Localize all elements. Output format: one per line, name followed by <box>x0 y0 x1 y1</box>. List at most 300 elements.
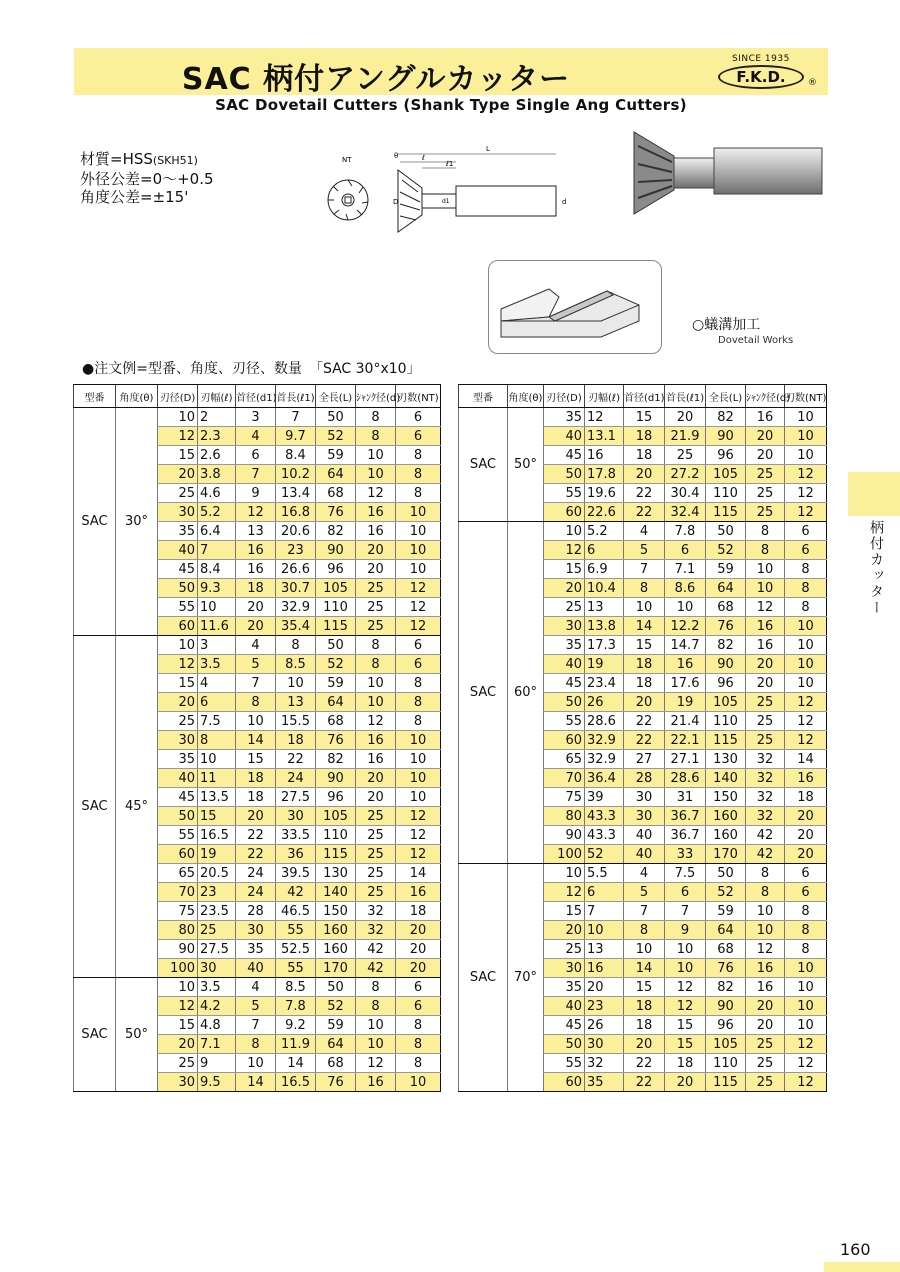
value-cell: 16 <box>746 617 785 636</box>
column-header: 刃幅(ℓ) <box>198 385 236 408</box>
value-cell: 12.2 <box>665 617 706 636</box>
value-cell: 12 <box>785 503 827 522</box>
value-cell: 16 <box>236 541 276 560</box>
value-cell: 15 <box>236 750 276 769</box>
value-cell: 18 <box>785 788 827 807</box>
value-cell: 36.7 <box>665 826 706 845</box>
value-cell: 30 <box>276 807 316 826</box>
value-cell: 22.6 <box>585 503 624 522</box>
value-cell: 10 <box>356 693 396 712</box>
value-cell: 90 <box>158 940 198 959</box>
value-cell: 46.5 <box>276 902 316 921</box>
value-cell: 110 <box>706 1054 746 1073</box>
value-cell: 6 <box>396 408 441 427</box>
value-cell: 2.3 <box>198 427 236 446</box>
value-cell: 32 <box>356 921 396 940</box>
value-cell: 27.1 <box>665 750 706 769</box>
value-cell: 23 <box>585 997 624 1016</box>
value-cell: 24 <box>276 769 316 788</box>
value-cell: 50 <box>544 693 585 712</box>
value-cell: 7 <box>276 408 316 427</box>
value-cell: 25 <box>746 1073 785 1092</box>
value-cell: 45 <box>544 1016 585 1035</box>
value-cell: 20 <box>665 1073 706 1092</box>
table-header <box>459 385 827 408</box>
value-cell: 18 <box>624 427 665 446</box>
value-cell: 18 <box>624 674 665 693</box>
value-cell: 60 <box>158 617 198 636</box>
value-cell: 42 <box>276 883 316 902</box>
value-cell: 30 <box>624 807 665 826</box>
value-cell: 82 <box>706 978 746 997</box>
value-cell: 5.2 <box>585 522 624 541</box>
value-cell: 12 <box>785 712 827 731</box>
value-cell: 16 <box>356 731 396 750</box>
value-cell: 68 <box>316 484 356 503</box>
value-cell: 10 <box>785 408 827 427</box>
value-cell: 12 <box>158 997 198 1016</box>
value-cell: 2 <box>198 408 236 427</box>
value-cell: 5 <box>624 541 665 560</box>
value-cell: 17.3 <box>585 636 624 655</box>
value-cell: 12 <box>785 693 827 712</box>
value-cell: 105 <box>706 465 746 484</box>
value-cell: 32 <box>746 788 785 807</box>
value-cell: 8.5 <box>276 978 316 997</box>
value-cell: 68 <box>706 940 746 959</box>
value-cell: 110 <box>316 826 356 845</box>
column-header: 首長(ℓ1) <box>276 385 316 408</box>
value-cell: 30 <box>236 921 276 940</box>
value-cell: 8 <box>746 883 785 902</box>
value-cell: 55 <box>544 712 585 731</box>
column-header: 首長(ℓ1) <box>665 385 706 408</box>
table-row <box>459 522 827 541</box>
value-cell: 10 <box>624 598 665 617</box>
value-cell: 160 <box>316 921 356 940</box>
title-bar <box>74 48 828 95</box>
value-cell: 15.5 <box>276 712 316 731</box>
value-cell: 25 <box>746 1035 785 1054</box>
value-cell: 6 <box>198 693 236 712</box>
value-cell: 5 <box>236 997 276 1016</box>
value-cell: 30 <box>158 731 198 750</box>
value-cell: 10 <box>356 1016 396 1035</box>
value-cell: 12 <box>785 731 827 750</box>
value-cell: 20 <box>356 541 396 560</box>
value-cell: 8 <box>236 693 276 712</box>
value-cell: 25 <box>746 712 785 731</box>
value-cell: 6 <box>785 522 827 541</box>
value-cell: 55 <box>158 598 198 617</box>
value-cell: 16 <box>746 636 785 655</box>
dovetail-shape <box>489 261 661 353</box>
value-cell: 14 <box>236 1073 276 1092</box>
value-cell: 10 <box>785 1016 827 1035</box>
value-cell: 42 <box>746 826 785 845</box>
value-cell: 170 <box>706 845 746 864</box>
value-cell: 25 <box>665 446 706 465</box>
value-cell: 20 <box>785 826 827 845</box>
value-cell: 11 <box>198 769 236 788</box>
value-cell: 25 <box>356 883 396 902</box>
value-cell: 15 <box>198 807 236 826</box>
value-cell: 8 <box>396 693 441 712</box>
value-cell: 22 <box>624 712 665 731</box>
value-cell: 11.9 <box>276 1035 316 1054</box>
angle-cell: 50° <box>116 978 158 1092</box>
value-cell: 10 <box>785 446 827 465</box>
value-cell: 14 <box>624 959 665 978</box>
value-cell: 8 <box>356 408 396 427</box>
value-cell: 10 <box>624 940 665 959</box>
value-cell: 20 <box>746 427 785 446</box>
value-cell: 16.5 <box>276 1073 316 1092</box>
value-cell: 18 <box>624 446 665 465</box>
value-cell: 50 <box>158 807 198 826</box>
value-cell: 15 <box>665 1016 706 1035</box>
value-cell: 55 <box>276 959 316 978</box>
label-ell1: ℓ1 <box>446 160 454 168</box>
value-cell: 10 <box>746 560 785 579</box>
value-cell: 115 <box>706 1073 746 1092</box>
value-cell: 7 <box>665 902 706 921</box>
value-cell: 40 <box>236 959 276 978</box>
value-cell: 30 <box>544 959 585 978</box>
value-cell: 52 <box>706 541 746 560</box>
value-cell: 10.4 <box>585 579 624 598</box>
cutter-end-view <box>328 180 368 220</box>
value-cell: 5 <box>236 655 276 674</box>
column-header: 角度(θ) <box>116 385 158 408</box>
value-cell: 15 <box>544 560 585 579</box>
value-cell: 7 <box>198 541 236 560</box>
value-cell: 13 <box>236 522 276 541</box>
value-cell: 39.5 <box>276 864 316 883</box>
value-cell: 6 <box>665 883 706 902</box>
value-cell: 55 <box>158 826 198 845</box>
value-cell: 4 <box>198 674 236 693</box>
value-cell: 115 <box>316 845 356 864</box>
value-cell: 16 <box>665 655 706 674</box>
value-cell: 22 <box>276 750 316 769</box>
value-cell: 20 <box>396 940 441 959</box>
value-cell: 12 <box>585 408 624 427</box>
value-cell: 30 <box>158 503 198 522</box>
value-cell: 10 <box>785 617 827 636</box>
value-cell: 33 <box>665 845 706 864</box>
value-cell: 8 <box>198 731 236 750</box>
value-cell: 3.8 <box>198 465 236 484</box>
angle-tolerance: 角度公差=±15' <box>80 188 189 206</box>
value-cell: 43.3 <box>585 807 624 826</box>
column-header: 型番 <box>459 385 508 408</box>
value-cell: 45 <box>544 674 585 693</box>
value-cell: 8 <box>785 579 827 598</box>
value-cell: 19 <box>665 693 706 712</box>
angle-cell: 60° <box>508 522 544 864</box>
value-cell: 10 <box>276 674 316 693</box>
value-cell: 8 <box>624 921 665 940</box>
value-cell: 21.9 <box>665 427 706 446</box>
value-cell: 10 <box>236 712 276 731</box>
value-cell: 18 <box>624 997 665 1016</box>
value-cell: 140 <box>706 769 746 788</box>
value-cell: 36 <box>276 845 316 864</box>
value-cell: 10 <box>396 788 441 807</box>
value-cell: 115 <box>706 731 746 750</box>
angle-cell: 70° <box>508 864 544 1092</box>
value-cell: 12 <box>396 579 441 598</box>
value-cell: 25 <box>198 921 236 940</box>
value-cell: 13 <box>276 693 316 712</box>
value-cell: 7.8 <box>276 997 316 1016</box>
value-cell: 8 <box>785 560 827 579</box>
spec-table-right <box>458 384 827 1092</box>
value-cell: 20 <box>356 788 396 807</box>
value-cell: 76 <box>706 959 746 978</box>
value-cell: 14 <box>624 617 665 636</box>
value-cell: 12 <box>356 1054 396 1073</box>
value-cell: 105 <box>706 693 746 712</box>
value-cell: 45 <box>544 446 585 465</box>
value-cell: 24 <box>236 883 276 902</box>
spec-notes <box>80 150 214 206</box>
value-cell: 10 <box>785 978 827 997</box>
value-cell: 16.8 <box>276 503 316 522</box>
value-cell: 59 <box>706 560 746 579</box>
value-cell: 90 <box>316 541 356 560</box>
value-cell: 90 <box>706 997 746 1016</box>
value-cell: 12 <box>785 465 827 484</box>
value-cell: 6 <box>396 427 441 446</box>
value-cell: 8 <box>396 712 441 731</box>
od-tolerance: 外径公差=0～+0.5 <box>80 170 214 188</box>
value-cell: 16 <box>585 959 624 978</box>
value-cell: 20 <box>356 769 396 788</box>
value-cell: 39 <box>585 788 624 807</box>
value-cell: 22 <box>624 731 665 750</box>
value-cell: 64 <box>706 579 746 598</box>
value-cell: 7.5 <box>198 712 236 731</box>
value-cell: 50 <box>706 522 746 541</box>
value-cell: 30 <box>585 1035 624 1054</box>
value-cell: 10 <box>785 636 827 655</box>
value-cell: 15 <box>665 1035 706 1054</box>
value-cell: 22 <box>624 1054 665 1073</box>
value-cell: 160 <box>706 826 746 845</box>
value-cell: 40 <box>624 826 665 845</box>
value-cell: 4 <box>624 864 665 883</box>
value-cell: 60 <box>544 731 585 750</box>
column-header: 首径(d1) <box>236 385 276 408</box>
value-cell: 12 <box>396 807 441 826</box>
value-cell: 6 <box>396 997 441 1016</box>
value-cell: 40 <box>624 845 665 864</box>
value-cell: 10 <box>356 446 396 465</box>
value-cell: 76 <box>316 731 356 750</box>
value-cell: 25 <box>158 712 198 731</box>
value-cell: 30 <box>158 1073 198 1092</box>
value-cell: 6 <box>585 883 624 902</box>
value-cell: 13.8 <box>585 617 624 636</box>
value-cell: 6 <box>785 864 827 883</box>
column-header: 刃幅(ℓ) <box>585 385 624 408</box>
value-cell: 4.6 <box>198 484 236 503</box>
value-cell: 96 <box>706 1016 746 1035</box>
value-cell: 50 <box>544 1035 585 1054</box>
value-cell: 25 <box>356 579 396 598</box>
value-cell: 10 <box>396 560 441 579</box>
value-cell: 12 <box>356 712 396 731</box>
value-cell: 23.5 <box>198 902 236 921</box>
value-cell: 26 <box>585 1016 624 1035</box>
value-cell: 13.4 <box>276 484 316 503</box>
value-cell: 16 <box>356 1073 396 1092</box>
value-cell: 9 <box>198 1054 236 1073</box>
value-cell: 20 <box>544 579 585 598</box>
value-cell: 7 <box>236 465 276 484</box>
model-cell: SAC <box>74 636 116 978</box>
value-cell: 12 <box>544 541 585 560</box>
value-cell: 16.5 <box>198 826 236 845</box>
value-cell: 10 <box>785 674 827 693</box>
value-cell: 52 <box>316 655 356 674</box>
value-cell: 12 <box>158 655 198 674</box>
value-cell: 10 <box>785 997 827 1016</box>
label-ell: ℓ <box>422 154 425 162</box>
value-cell: 68 <box>316 1054 356 1073</box>
value-cell: 82 <box>316 750 356 769</box>
value-cell: 96 <box>316 560 356 579</box>
column-header: 刃径(D) <box>544 385 585 408</box>
value-cell: 10 <box>396 503 441 522</box>
value-cell: 25 <box>356 864 396 883</box>
logo-name: F.K.D. <box>718 65 804 89</box>
value-cell: 8 <box>236 1035 276 1054</box>
value-cell: 80 <box>158 921 198 940</box>
value-cell: 2.6 <box>198 446 236 465</box>
value-cell: 18 <box>624 655 665 674</box>
value-cell: 65 <box>158 864 198 883</box>
value-cell: 8 <box>785 921 827 940</box>
value-cell: 27.5 <box>198 940 236 959</box>
value-cell: 130 <box>706 750 746 769</box>
value-cell: 15 <box>158 674 198 693</box>
value-cell: 32 <box>746 769 785 788</box>
value-cell: 25 <box>356 598 396 617</box>
value-cell: 12 <box>785 1054 827 1073</box>
page-number-bar <box>824 1262 900 1272</box>
value-cell: 50 <box>316 408 356 427</box>
value-cell: 110 <box>316 598 356 617</box>
value-cell: 55 <box>544 484 585 503</box>
value-cell: 28 <box>236 902 276 921</box>
value-cell: 64 <box>706 921 746 940</box>
value-cell: 50 <box>316 978 356 997</box>
column-header: 全長(L) <box>316 385 356 408</box>
value-cell: 36.7 <box>665 807 706 826</box>
table-row <box>459 408 827 427</box>
value-cell: 10 <box>396 522 441 541</box>
value-cell: 70 <box>158 883 198 902</box>
label-nt: NT <box>342 156 352 164</box>
value-cell: 45 <box>158 560 198 579</box>
value-cell: 10 <box>356 674 396 693</box>
value-cell: 20 <box>356 560 396 579</box>
value-cell: 10 <box>746 579 785 598</box>
value-cell: 7.5 <box>665 864 706 883</box>
value-cell: 10 <box>665 940 706 959</box>
value-cell: 14.7 <box>665 636 706 655</box>
value-cell: 20 <box>665 408 706 427</box>
value-cell: 8 <box>746 864 785 883</box>
value-cell: 10 <box>544 522 585 541</box>
value-cell: 6 <box>665 541 706 560</box>
value-cell: 170 <box>316 959 356 978</box>
value-cell: 14 <box>396 864 441 883</box>
value-cell: 26 <box>585 693 624 712</box>
value-cell: 7 <box>236 1016 276 1035</box>
value-cell: 7.8 <box>665 522 706 541</box>
value-cell: 25 <box>746 1054 785 1073</box>
value-cell: 6 <box>236 446 276 465</box>
value-cell: 20 <box>785 807 827 826</box>
value-cell: 11.6 <box>198 617 236 636</box>
value-cell: 100 <box>544 845 585 864</box>
value-cell: 20.6 <box>276 522 316 541</box>
value-cell: 32.9 <box>585 750 624 769</box>
value-cell: 60 <box>544 1073 585 1092</box>
value-cell: 23 <box>198 883 236 902</box>
value-cell: 42 <box>746 845 785 864</box>
value-cell: 22 <box>236 826 276 845</box>
value-cell: 20 <box>746 446 785 465</box>
value-cell: 25 <box>746 484 785 503</box>
value-cell: 20 <box>236 617 276 636</box>
value-cell: 20 <box>746 1016 785 1035</box>
value-cell: 10 <box>396 541 441 560</box>
value-cell: 64 <box>316 465 356 484</box>
value-cell: 3 <box>198 636 236 655</box>
value-cell: 90 <box>706 655 746 674</box>
value-cell: 105 <box>706 1035 746 1054</box>
value-cell: 15 <box>158 446 198 465</box>
value-cell: 15 <box>624 636 665 655</box>
value-cell: 3 <box>236 408 276 427</box>
value-cell: 59 <box>316 1016 356 1035</box>
value-cell: 10 <box>665 598 706 617</box>
value-cell: 12 <box>746 940 785 959</box>
value-cell: 15 <box>158 1016 198 1035</box>
value-cell: 8 <box>746 522 785 541</box>
value-cell: 20 <box>544 921 585 940</box>
value-cell: 35 <box>544 978 585 997</box>
value-cell: 18 <box>396 902 441 921</box>
value-cell: 18 <box>236 769 276 788</box>
value-cell: 23.4 <box>585 674 624 693</box>
value-cell: 10 <box>356 465 396 484</box>
value-cell: 33.5 <box>276 826 316 845</box>
angle-cell: 50° <box>508 408 544 522</box>
side-tab <box>848 472 900 516</box>
value-cell: 35.4 <box>276 617 316 636</box>
order-example: ●注文例=型番、角度、刃径、数量 「SAC 30°x10」 <box>82 361 421 377</box>
column-header: 首径(d1) <box>624 385 665 408</box>
value-cell: 21.4 <box>665 712 706 731</box>
value-cell: 75 <box>158 902 198 921</box>
value-cell: 115 <box>706 503 746 522</box>
